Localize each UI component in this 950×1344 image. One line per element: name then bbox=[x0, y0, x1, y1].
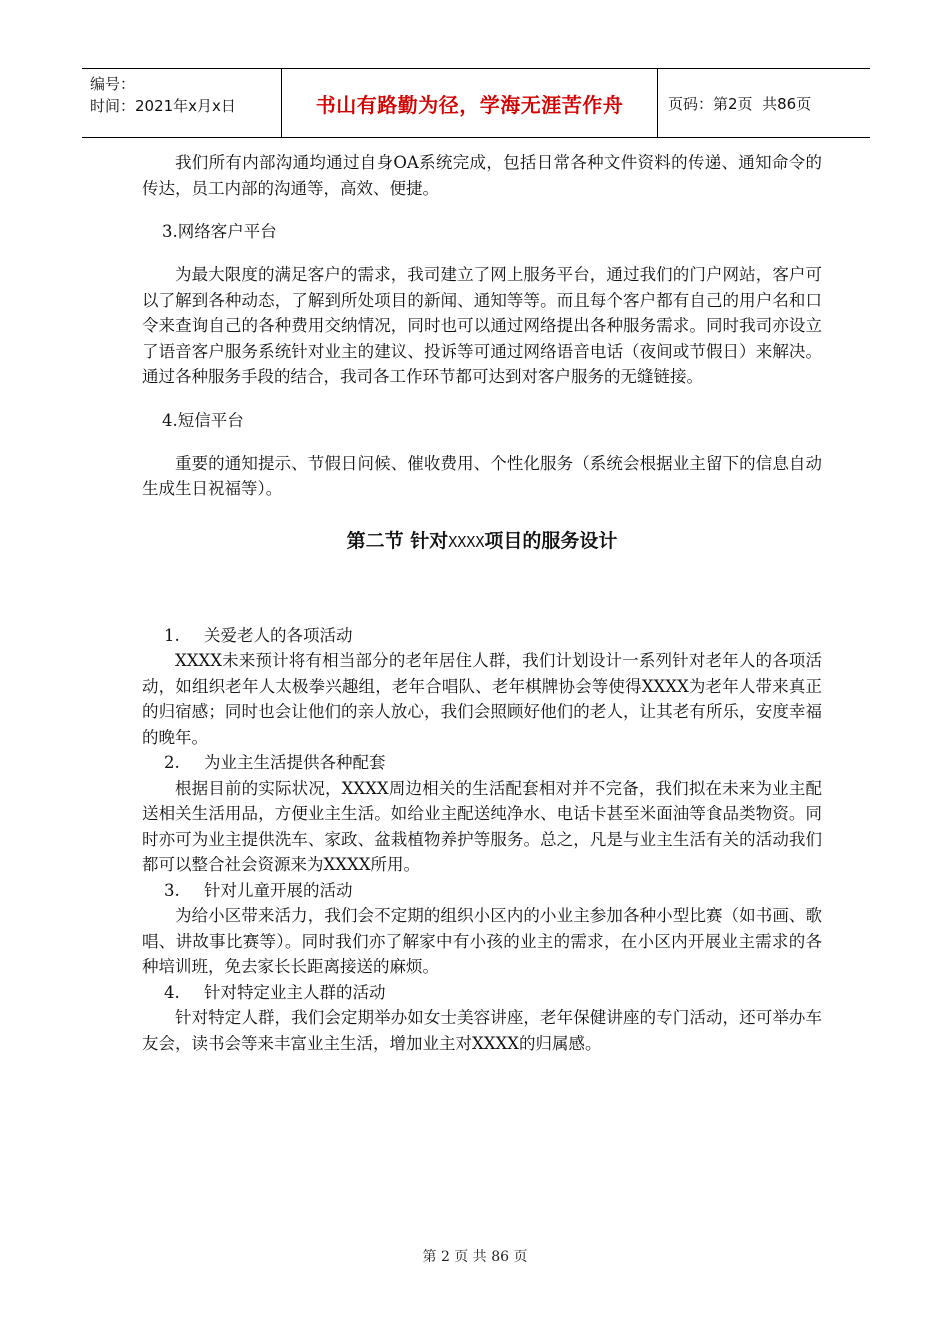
spacer bbox=[142, 390, 822, 408]
spacer bbox=[142, 201, 822, 219]
list-item-elderly bbox=[142, 623, 822, 751]
spacer bbox=[142, 244, 822, 262]
list-item-title: 针对特定业主人群的活动 bbox=[204, 982, 386, 1002]
list-item-number: 2. bbox=[164, 753, 180, 772]
paragraph-oa: 我们所有内部沟通均通过自身OA系统完成，包括日常各种文件资料的传递、通知命令的传达，员工内部的沟通等，高效、便捷。 bbox=[142, 153, 822, 198]
spacer bbox=[142, 502, 822, 526]
list-item-heading bbox=[142, 623, 822, 649]
list-item-text: 根据目前的实际状况，XXXX周边相关的生活配套相对并不完备，我们拟在未来为业主配送相关生活用品，方便业主生活。如给业主配送纯净水、电话卡甚至米面油等食品类物资。同时亦可为业主提供洗车、家政、盆栽植物养护等服务。总之，凡是与业主生活有关的活动我们都可以整合社会资源来为XXXX所用。 bbox=[142, 778, 822, 874]
list-item-number: 4. bbox=[164, 982, 180, 1002]
list-item-amenities bbox=[142, 750, 822, 878]
section-title bbox=[142, 526, 822, 557]
list-item-children bbox=[142, 878, 822, 980]
list-item-heading bbox=[142, 750, 822, 776]
list-item-special-groups bbox=[142, 980, 822, 1057]
page-header bbox=[82, 68, 870, 138]
header-page-info bbox=[658, 69, 870, 137]
list-item-text: 为给小区带来活力，我们会不定期的组织小区内的小业主参加各种小型比赛（如书画、歌唱、讲故事比赛等）。同时我们亦了解家中有小孩的业主的需求，在小区内开展业主需求的各种培训班，免去家长长距离接送的麻烦。 bbox=[142, 906, 822, 976]
footer-page-number: 第 2 页 共 86 页 bbox=[422, 1249, 528, 1265]
header-motto bbox=[282, 69, 658, 137]
list-item-heading bbox=[142, 980, 822, 1006]
header-meta bbox=[82, 69, 282, 137]
list-item-text: XXXX未来预计将有相当部分的老年居住人群，我们计划设计一系列针对老年人的各项活动，如组织老年人太极拳兴趣组，老年合唱队、老年棋牌协会等使得XXXX为老年人带来真正的归宿感；同时也会让他们的亲人放心，我们会照顾好他们的老人，让其老有所乐，安度幸福的晚年。 bbox=[142, 651, 822, 747]
section-title-project: XXXX bbox=[448, 532, 485, 551]
paragraph-sms-platform: 重要的通知提示、节假日问候、催收费用、个性化服务（系统会根据业主留下的信息自动生成生日祝福等）。 bbox=[142, 453, 822, 498]
motto-text: 书山有路勤为径，学海无涯苦作舟 bbox=[315, 92, 624, 117]
list-item-text: 针对特定人群，我们会定期举办如女士美容讲座，老年保健讲座的专门活动，还可举办车友会，读书会等来丰富业主生活，增加业主对XXXX的归属感。 bbox=[142, 1008, 822, 1053]
list-item-title: 关爱老人的各项活动 bbox=[204, 625, 353, 645]
list-item-number: 1. bbox=[164, 625, 180, 645]
document-body bbox=[142, 150, 822, 1056]
spacer bbox=[142, 557, 822, 623]
heading-sms-platform: 4.短信平台 bbox=[162, 410, 244, 430]
list-item-number: 3. bbox=[164, 880, 180, 900]
list-item-title: 针对儿童开展的活动 bbox=[204, 880, 353, 900]
page-footer bbox=[0, 1246, 950, 1266]
number-label: 编号： bbox=[90, 75, 136, 93]
list-item-title: 为业主生活提供各种配套 bbox=[204, 753, 386, 772]
date-label: 时间：2021年x月x日 bbox=[90, 97, 236, 115]
list-item-heading bbox=[142, 878, 822, 904]
section-title-prefix: 第二节 针对 bbox=[346, 529, 449, 552]
spacer bbox=[142, 433, 822, 451]
section-title-suffix: 项目的服务设计 bbox=[484, 529, 618, 552]
heading-network-platform: 3.网络客户平台 bbox=[162, 222, 277, 241]
paragraph-network-platform: 为最大限度的满足客户的需求，我司建立了网上服务平台，通过我们的门户网站，客户可以了解到各种动态，了解到所处项目的新闻、通知等等。而且每个客户都有自己的用户名和口令来查询自己的各种费用交纳情况，同时也可以通过网络提出各种服务需求。同时我司亦设立了语音客户服务系统针对业主的建议、投诉等可通过网络语音电话（夜间或节假日）来解决。通过各种服务手段的结合，我司各工作环节都可达到对客户服务的无缝链接。 bbox=[142, 265, 822, 386]
page-info-text: 页码：第2页 共86页 bbox=[668, 94, 812, 113]
